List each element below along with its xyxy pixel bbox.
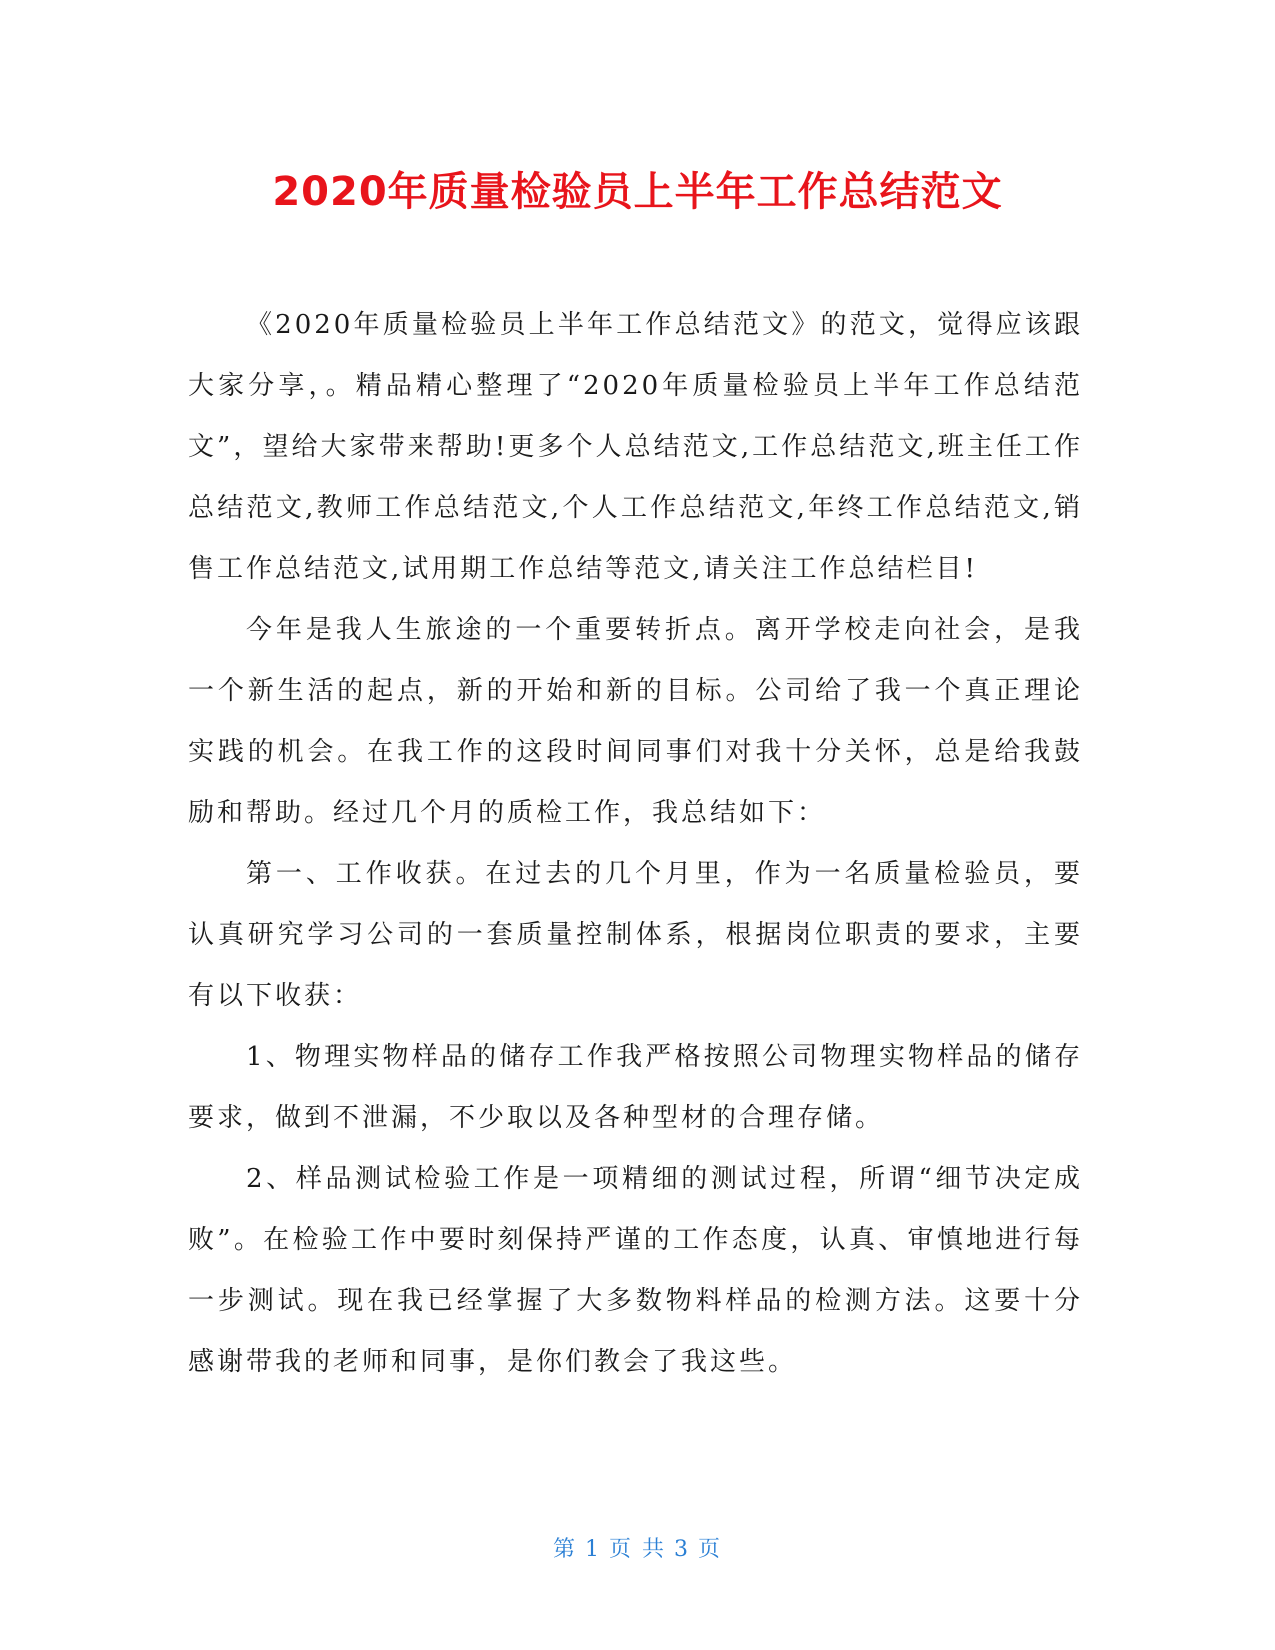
- paragraph-item-2: 2、样品测试检验工作是一项精细的测试过程，所谓“细节决定成败”。在检验工作中要时刻保持严谨的工作态度，认真、审慎地进行每一步测试。现在我已经掌握了大多数物料样品的检测方法。这要十分感谢带我的老师和同事，是你们教会了我这些。: [188, 1164, 1083, 1377]
- document-body: [188, 295, 1083, 1393]
- footer-suffix: 页: [698, 1537, 723, 1562]
- document-title: 2020年质量检验员上半年工作总结范文: [272, 169, 1003, 215]
- paragraph-work-gains: 第一、工作收获。在过去的几个月里，作为一名质量检验员，要认真研究学习公司的一套质量控制体系，根据岗位职责的要求，主要有以下收获：: [188, 859, 1083, 1011]
- paragraph-turning-point: 今年是我人生旅途的一个重要转折点。离开学校走向社会，是我一个新生活的起点，新的开始和新的目标。公司给了我一个真正理论实践的机会。在我工作的这段时间同事们对我十分关怀，总是给我鼓励和帮助。经过几个月的质检工作，我总结如下：: [188, 615, 1083, 828]
- paragraph-intro: 《2020年质量检验员上半年工作总结范文》的范文，觉得应该跟大家分享，。精品精心整理了“2020年质量检验员上半年工作总结范文”，望给大家带来帮助!更多个人总结范文,工作总结范文,班主任工作总结范文,教师工作总结范文,个人工作总结范文,年终工作总结范文,销售工作总结范文,试用期工作总结等范文,请关注工作总结栏目!: [188, 310, 1083, 584]
- footer-prefix: 第: [552, 1537, 577, 1562]
- footer-page-number: 1: [585, 1537, 601, 1562]
- page-footer: [0, 1532, 1275, 1563]
- paragraph-item-1: 1、物理实物样品的储存工作我严格按照公司物理实物样品的储存要求，做到不泄漏，不少取以及各种型材的合理存储。: [188, 1042, 1083, 1133]
- footer-total-pages: 3: [674, 1537, 690, 1562]
- footer-middle: 页 共: [609, 1537, 666, 1562]
